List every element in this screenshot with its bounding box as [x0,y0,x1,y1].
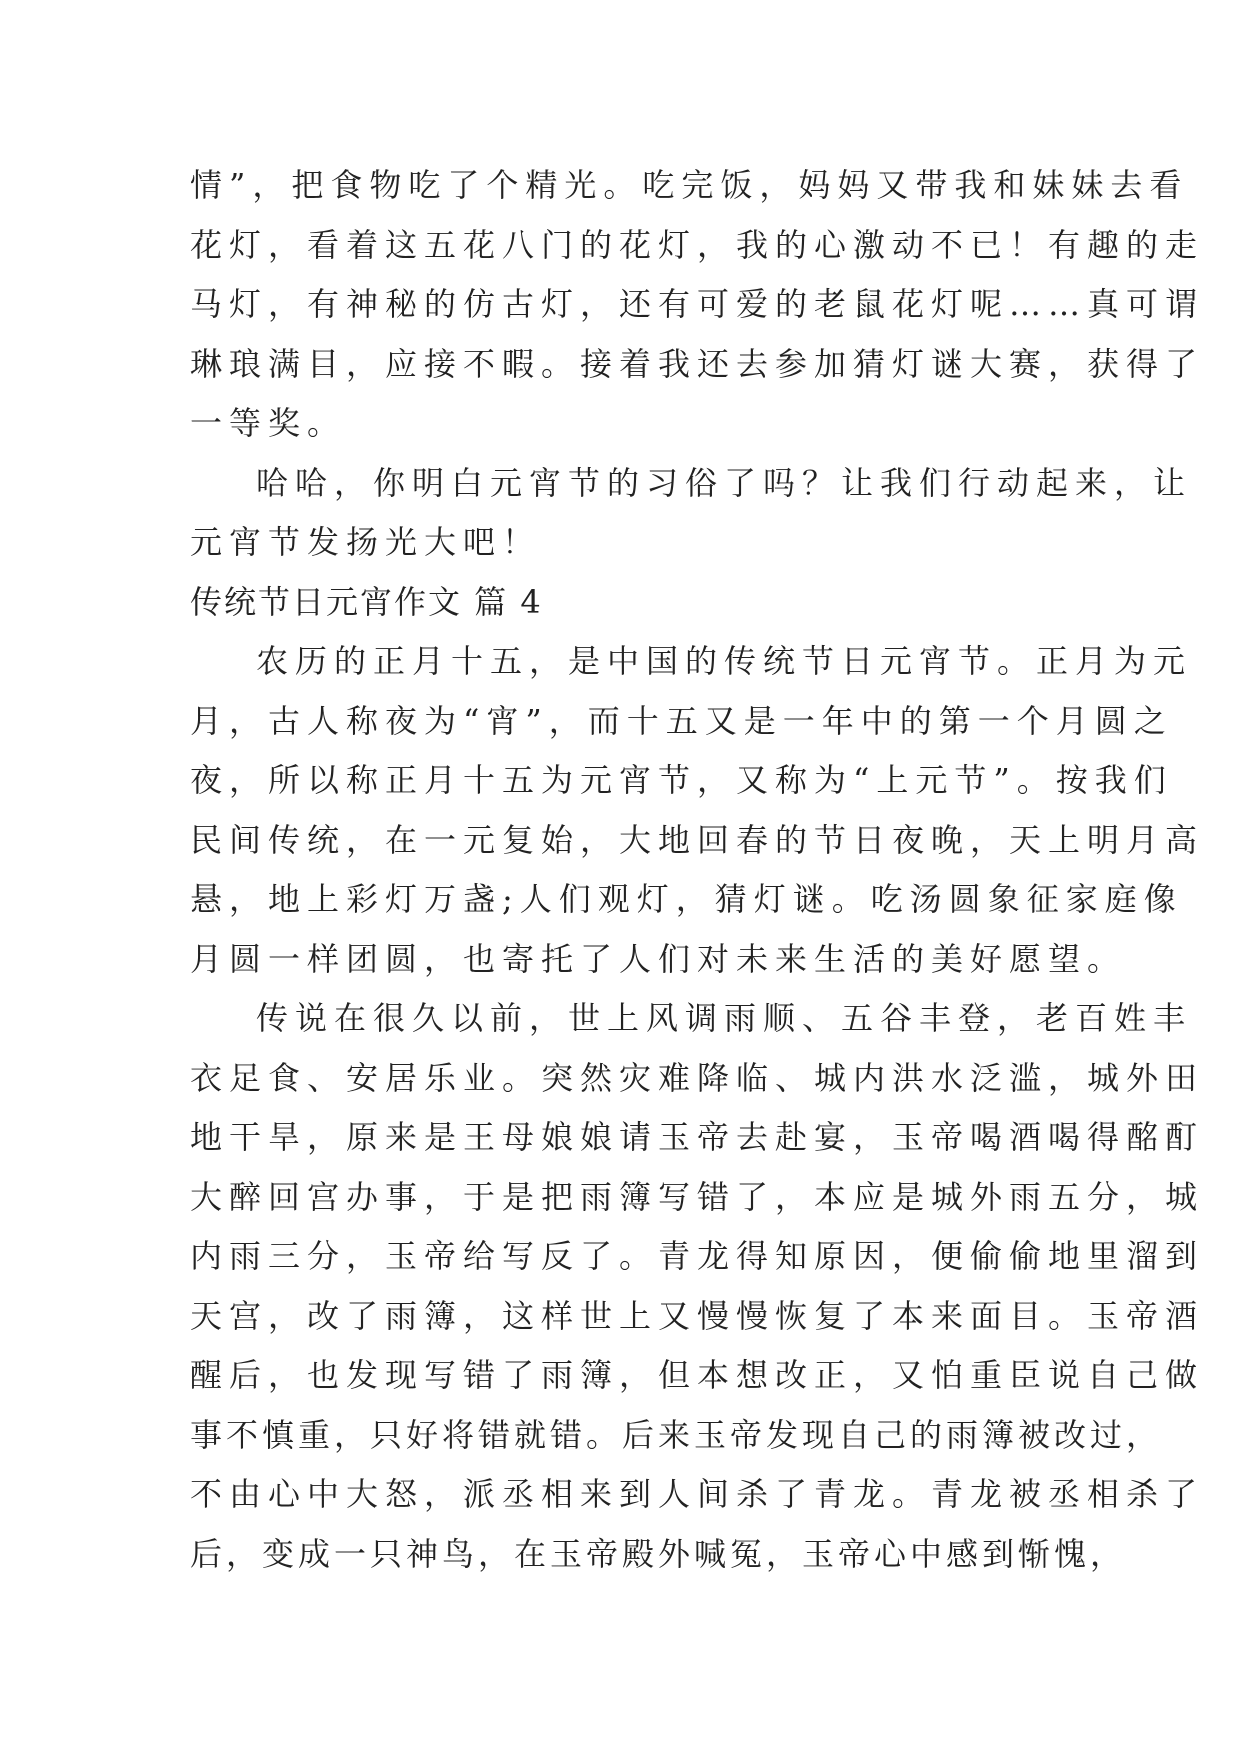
text-line: 大醉回宫办事，于是把雨簿写错了，本应是城外雨五分，城 [190,1177,1205,1216]
text-line: 地干旱，原来是王母娘娘请玉帝去赴宴，玉帝喝酒喝得酩酊 [190,1118,1205,1156]
text-line: 夜，所以称正月十五为元宵节，又称为“上元节”。按我们 [190,761,1173,799]
text-line: 琳琅满目，应接不暇。接着我还去参加猜灯谜大赛，获得了 [190,344,1205,383]
text-line: 内雨三分，玉帝给写反了。青龙得知原因，便偷偷地里溜到 [190,1237,1205,1275]
text-line: 醒后，也发现写错了雨簿，但本想改正，又怕重臣说自己做 [190,1356,1205,1394]
text-line: 一等奖。 [190,404,347,442]
paragraph-start-line: 哈哈，你明白元宵节的习俗了吗？让我们行动起来，让 [256,463,1193,502]
text-line: 事不慎重，只好将错就错。后来玉帝发现自己的雨簿被改过， [190,1415,1163,1454]
paragraph-start-line: 农历的正月十五，是中国的传统节日元宵节。正月为元 [256,642,1193,680]
text-line: 衣足食、安居乐业。突然灾难降临、城内洪水泛滥，城外田 [190,1058,1205,1097]
text-line: 花灯，看着这五花八门的花灯，我的心激动不已！有趣的走 [190,225,1205,264]
text-line: 民间传统，在一元复始，大地回春的节日夜晚，天上明月高 [190,820,1205,859]
section-heading: 传统节日元宵作文 篇 4 [190,582,543,621]
text-line: 悬，地上彩灯万盏;人们观灯，猜灯谜。吃汤圆象征家庭像 [190,880,1183,918]
paragraph-start-line: 传说在很久以前，世上风调雨顺、五谷丰登，老百姓丰 [256,999,1193,1037]
text-line: 后，变成一只神鸟，在玉帝殿外喊冤，玉帝心中感到惭愧， [190,1534,1127,1573]
text-line: 天宫，改了雨簿，这样世上又慢慢恢复了本来面目。玉帝酒 [190,1296,1205,1335]
text-line: 元宵节发扬光大吧！ [190,523,542,561]
text-line: 不由心中大怒，派丞相来到人间杀了青龙。青龙被丞相杀了 [190,1475,1205,1513]
text-line: 情”，把食物吃了个精光。吃完饭，妈妈又带我和妹妹去看 [190,166,1189,204]
text-line: 月，古人称夜为“宵”，而十五又是一年中的第一个月圆之 [190,701,1173,740]
text-line: 马灯，有神秘的仿古灯，还有可爱的老鼠花灯呢……真可谓 [190,285,1205,323]
essay-text [190,156,1205,1584]
text-line: 月圆一样团圆，也寄托了人们对未来生活的美好愿望。 [190,939,1127,978]
